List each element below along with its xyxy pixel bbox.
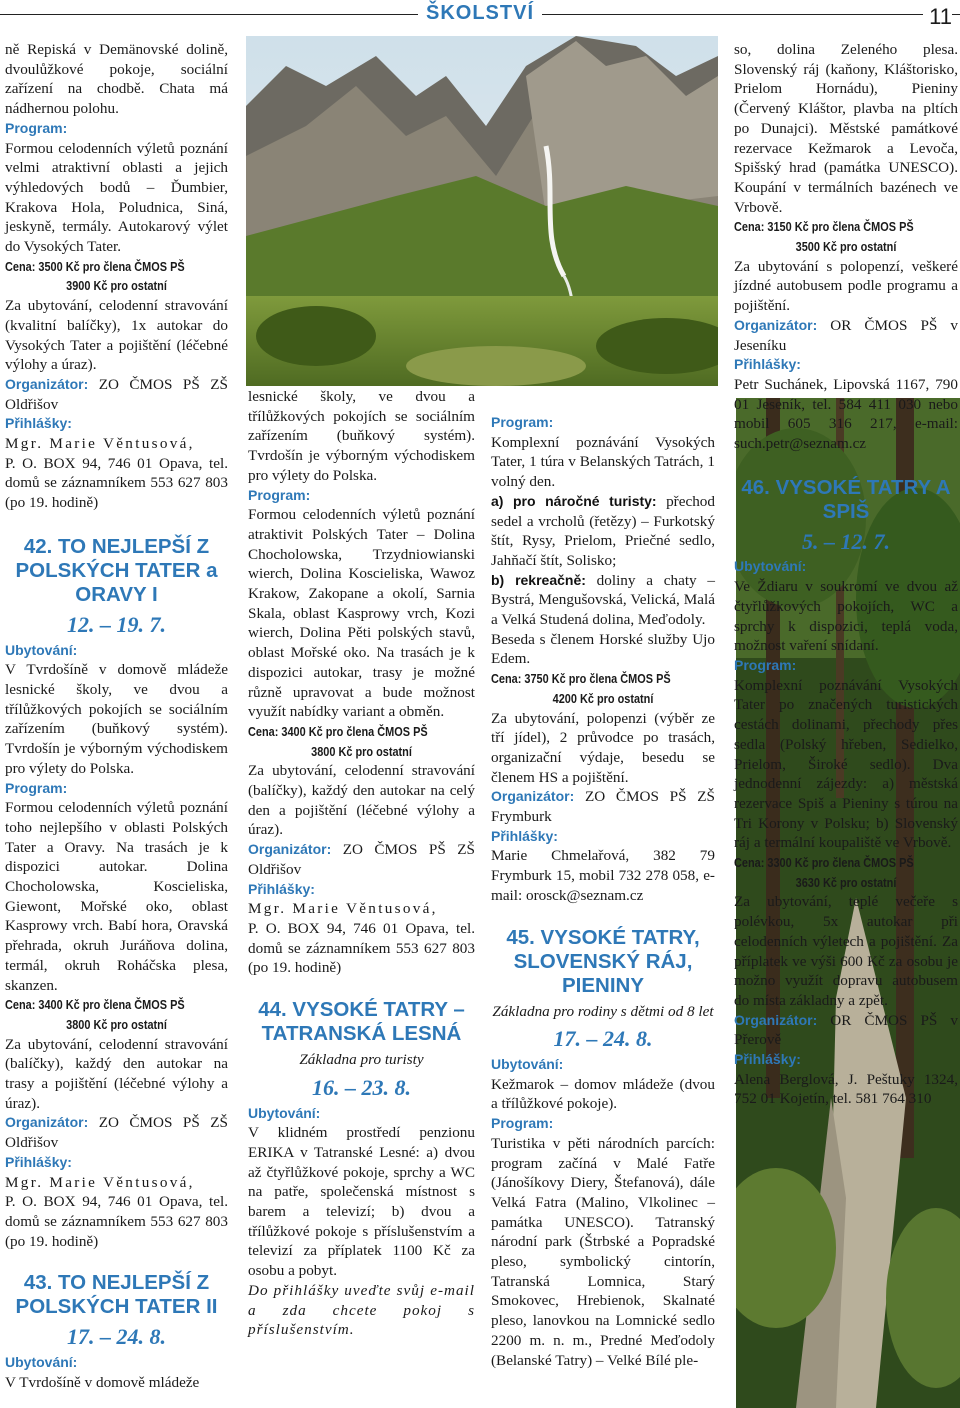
price-member: Cena: 3400 Kč pro člena ČMOS PŠ: [5, 997, 185, 1013]
text-block: Formou celodenních výletů poznání velmi atraktivní oblasti a jejich výhledových bodů – Ďumbier, Krakova Hola, Poludnica, Siná, jeskyně, termály. Autokarový výlet do Vysokých Tater.: [5, 139, 228, 256]
program-label: Program:: [248, 486, 311, 503]
registration-label: Přihlášky:: [491, 827, 558, 844]
organizer-label: Organizátor:: [5, 375, 89, 392]
program-label: Program:: [491, 1115, 554, 1132]
contact-name: Mgr. Marie Věntusová,: [5, 1173, 195, 1191]
text-block: Za ubytování, celodenní stravování (kvalitní balíčky), 1x autokar do Vysokých Tater a pojištění (léčebné výlohy a úraz).: [5, 297, 228, 374]
section-heading: 46. VYSOKÉ TATRY A SPIŠ: [741, 475, 951, 523]
text-block: Komplexní poznávání Vysokých Tater po značených turistických cestách dolinami, přechody přes sedla (Polský hřeben, Sedielko, Prielom, Široké sedlo). Dva jednodenní zájezdy: a) městská rezervace Spiš a Pieniny s túrou na Tri Korony v Polsku; b) Slovenský ráj a termální koupaliště ve Vrbově.: [734, 676, 958, 852]
text-block: Komplexní poznávání Vysokých Tater, 1 túra v Belanských Tatrách, 1 volný den.: [491, 433, 715, 491]
option-b-text: doliny a chaty – Bystrá, Mengušovská, Velická, Malá a Velká Studená dolina, Meďodoly.: [491, 571, 715, 629]
contact-text: P. O. BOX 94, 746 01 Opava, tel. domů se záznamníkem 553 627 803 (po 19. hodině): [248, 919, 475, 977]
text-block: Formou celodenních výletů poznání toho nejlepšího v oblasti Polských Tater a Oravy. Na trasách je k dispozici autokar. Dolina Chocholowska, Koscieliska, Giewont, Mořské oko, oblast Kasprowy vrch. Babí hora, Oravská přehrada, okruh Juráňova dolina, termál, okruh Roháčska plesa, skanzen.: [5, 799, 228, 994]
registration-label: Přihlášky:: [5, 415, 72, 432]
registration-label: Přihlášky:: [5, 1153, 72, 1170]
contact-name: Mgr. Marie Věntusová,: [248, 900, 438, 918]
organizer-text: ZO ČMOS PŠ ZŠ Frymburk: [491, 788, 715, 826]
contact-text: P. O. BOX 94, 746 01 Opava, tel. domů se záznamníkem 553 627 803 (po 19. hodině): [5, 1193, 228, 1250]
section-date: 16. – 23. 8.: [312, 1074, 411, 1100]
text-block: lesnické školy, ve dvou a třílůžkových pokojích se sociálním zařízením (buňkový systém). Tvrdošín je výborným východiskem pro výlety do Polska.: [248, 388, 475, 484]
organizer-label: Organizátor:: [248, 841, 332, 858]
organizer-label: Organizátor:: [734, 316, 818, 333]
price-member: Cena: 3750 Kč pro člena ČMOS PŠ: [491, 671, 671, 687]
price-other: 4200 Kč pro ostatní: [552, 690, 654, 706]
program-label: Program:: [734, 656, 797, 673]
accommodation-label: Ubytování:: [248, 1104, 321, 1121]
mountain-photo: [246, 36, 718, 386]
registration-label: Přihlášky:: [734, 356, 801, 373]
price-other: 3800 Kč pro ostatní: [66, 1016, 167, 1032]
organizer-label: Organizátor:: [734, 1011, 818, 1028]
price-member: Cena: 3150 Kč pro člena ČMOS PŠ: [734, 219, 914, 235]
accommodation-label: Ubytování:: [5, 1354, 78, 1371]
column-3: [491, 413, 715, 1370]
text-block: V klidném prostředí penzionu ERIKA v Tatranské Lesné: a) dvou až čtyřlůžkové pokoje, sprchy a WC na patře, společenská místnost s barem a televizí; b) dvou a třílůžkové pokoje s příslušenstvím a televizí za příplatek 1100 Kč za osobu a pobyt.: [248, 1124, 475, 1280]
organizer-text: OR ČMOS PŠ v Jeseníku: [734, 316, 958, 354]
text-block: Za ubytování, polopenzi (výběr ze tří jídel), 2 průvodce po trasách, organizační výdaje, besedu se členem HS a pojištění.: [491, 709, 715, 786]
program-label: Program:: [491, 414, 554, 430]
organizer-text: OR ČMOS PŠ v Přerově: [734, 1011, 958, 1049]
section-heading: 42. TO NEJLEPŠÍ Z POLSKÝCH TATER a ORAVY I: [15, 534, 218, 606]
text-block: Za ubytování, celodenní stravování (balíčky), každý den autokar na trasy a pojištění (léčebné výlohy a úraz).: [5, 1035, 228, 1112]
page-number: 11: [923, 4, 952, 30]
option-a-text: přechod sedel a vrcholů (řetězy) – Furkotský štít, Rysy, Prielom, Priečné sedlo, Jahňačí štít, Solisko;: [491, 492, 715, 569]
text-block: Turistika v pěti národních parcích: program začíná v Malé Fatře (Jánošíkovy Diery, Štefanová), dále Velká Fatra (Malino, Vlkolinec – památka UNESCO). Tatranský národní park (Štrbské a Popradské pleso, symbolický cintorín, Tatranská Lomnica, Starý Smokovec, Hrebienok, Skalnaté pleso, lanovkou na Lomnické sedlo 2200 m. n. m., Predné Meďodoly (Belanské Tatry) – Velké Bílé ple-: [491, 1134, 715, 1369]
section-subtitle: Základna pro rodiny s dětmi od 8 let: [492, 1002, 714, 1020]
section-subtitle: Základna pro turisty: [299, 1051, 424, 1069]
price-other: 3800 Kč pro ostatní: [311, 743, 412, 759]
text-block: Formou celodenních výletů poznání atraktivit Polských Tater – Dolina Chocholowska, Trzydniowianski wierch, Dolina Koscieliska, Wawoz Krakow, Zakopane a okolí, Sarnia Skala, oblast Kasprowy vrch, Kozi wierch, Dolina Pěti polských stavů, oblast Mořské oko. Na trasách je k dispozici autokar, trasy je možné různě upravovat a bude možnost využít nabídky variant a obměn.: [248, 506, 475, 721]
contact-text: Alena Berglová, J. Peštuky 1324, 752 01 Kojetín, tel. 581 764 310: [734, 1070, 958, 1108]
note-text: Do přihlášky uveďte svůj e-mail a zda chcete pokoj s příslušenstvím.: [248, 1281, 475, 1339]
price-member: Cena: 3400 Kč pro člena ČMOS PŠ: [248, 723, 428, 739]
text-block: Za ubytování s polopenzí, veškeré jízdné autobusem podle programu a pojištění.: [734, 257, 958, 315]
accommodation-label: Ubytování:: [491, 1055, 564, 1072]
text-block: Kežmarok – domov mládeže (dvou a třílůžkové pokoje).: [491, 1075, 715, 1113]
price-other: 3900 Kč pro ostatní: [66, 278, 167, 294]
section-heading: 45. VYSOKÉ TATRY, SLOVENSKÝ RÁJ, PIENINY: [506, 925, 700, 997]
section-date: 17. – 24. 8.: [67, 1324, 166, 1350]
registration-label: Přihlášky:: [734, 1051, 801, 1068]
text-block: V Tvrdošíně v domově mládeže lesnické školy, ve dvou a třílůžkových pokojích se sociálním zařízením (buňkový systém). Tvrdošín je výborným východiskem pro výlety do Polska.: [5, 661, 228, 777]
section-date: 5. – 12. 7.: [802, 528, 890, 554]
organizer-text: ZO ČMOS PŠ ZŠ Oldřišov: [248, 841, 475, 878]
contact-name: Mgr. Marie Věntusová,: [5, 435, 195, 453]
column-1: [5, 40, 228, 1392]
section-heading: 44. VYSOKÉ TATRY – TATRANSKÁ LESNÁ: [258, 998, 465, 1046]
option-b-label: b) rekreačně:: [491, 571, 586, 588]
text-block: Za ubytování, celodenní stravování (balíčky), každý den autokar na celý den a pojištění (léčebné výlohy a úraz).: [248, 762, 475, 839]
accommodation-label: Ubytování:: [5, 641, 78, 658]
text-block: so, dolina Zeleného plesa. Slovenský ráj (kaňony, Kláštorisko, Prielom Hornádu), Pieniny (Červený Kláštor, plavba na pltích po Dunajci). Městské památkové rezervace Kežmarok a Levoča, Spišský hrad (památka UNESCO). Koupání v termálních bazénech ve Vrbově.: [734, 41, 958, 216]
price-other: 3500 Kč pro ostatní: [795, 239, 897, 255]
program-label: Program:: [5, 779, 68, 796]
accommodation-label: Ubytování:: [734, 558, 807, 575]
program-label: Program:: [5, 119, 68, 136]
price-member: Cena: 3300 Kč pro člena ČMOS PŠ: [734, 855, 914, 871]
column-2: [248, 387, 475, 1340]
price-other: 3630 Kč pro ostatní: [795, 874, 897, 890]
contact-text: Marie Chmelařová, 382 79 Frymburk 15, mobil 732 278 058, e-mail: orosck@seznam.cz: [491, 847, 715, 904]
organizer-label: Organizátor:: [5, 1114, 89, 1131]
text-block: Beseda s členem Horské služby Ujo Edem.: [491, 630, 715, 668]
contact-text: Petr Suchánek, Lipovská 1167, 790 01 Jeseník, tel. 584 411 030 nebo mobil 605 316 217, e-mail: such.petr@seznam.cz: [734, 375, 958, 453]
column-4: [734, 40, 958, 1109]
option-a-label: a) pro náročné turisty:: [491, 492, 657, 509]
section-date: 17. – 24. 8.: [553, 1026, 653, 1052]
text-block: V Tvrdošíně v domově mládeže: [5, 1373, 200, 1391]
contact-text: P. O. BOX 94, 746 01 Opava, tel. domů se záznamníkem 553 627 803 (po 19. hodině): [5, 454, 228, 512]
price-member: Cena: 3500 Kč pro člena ČMOS PŠ: [5, 258, 185, 274]
section-title: ŠKOLSTVÍ: [418, 2, 542, 24]
organizer-text: ZO ČMOS PŠ ZŠ Oldřišov: [5, 375, 228, 413]
text-block: ně Repiská v Demänovské dolině, dvoulůžkové pokoje, sociální zařízení na chodbě. Chata má nádhernou polohu.: [5, 41, 228, 118]
registration-label: Přihlášky:: [248, 880, 315, 897]
text-block: Za ubytování, teplé večeře s polévkou, 5x autokar při celodenních výletech a pojištění. Za příplatek ve výši 600 Kč za osobu je možno využít dopravu autobusem do místa základny a zpět.: [734, 893, 958, 1009]
section-heading: 43. TO NEJLEPŠÍ Z POLSKÝCH TATER II: [15, 1271, 218, 1319]
organizer-label: Organizátor:: [491, 788, 575, 805]
page-header: [0, 0, 960, 30]
text-block: Ve Ždiaru v soukromí ve dvou až čtyřlůžkových pokojích, WC a sprchy k dispozici, teplá voda, možnost vaření snídaní.: [734, 578, 958, 655]
organizer-text: ZO ČMOS PŠ ZŠ Oldřišov: [5, 1114, 228, 1152]
section-date: 12. – 19. 7.: [67, 611, 166, 637]
